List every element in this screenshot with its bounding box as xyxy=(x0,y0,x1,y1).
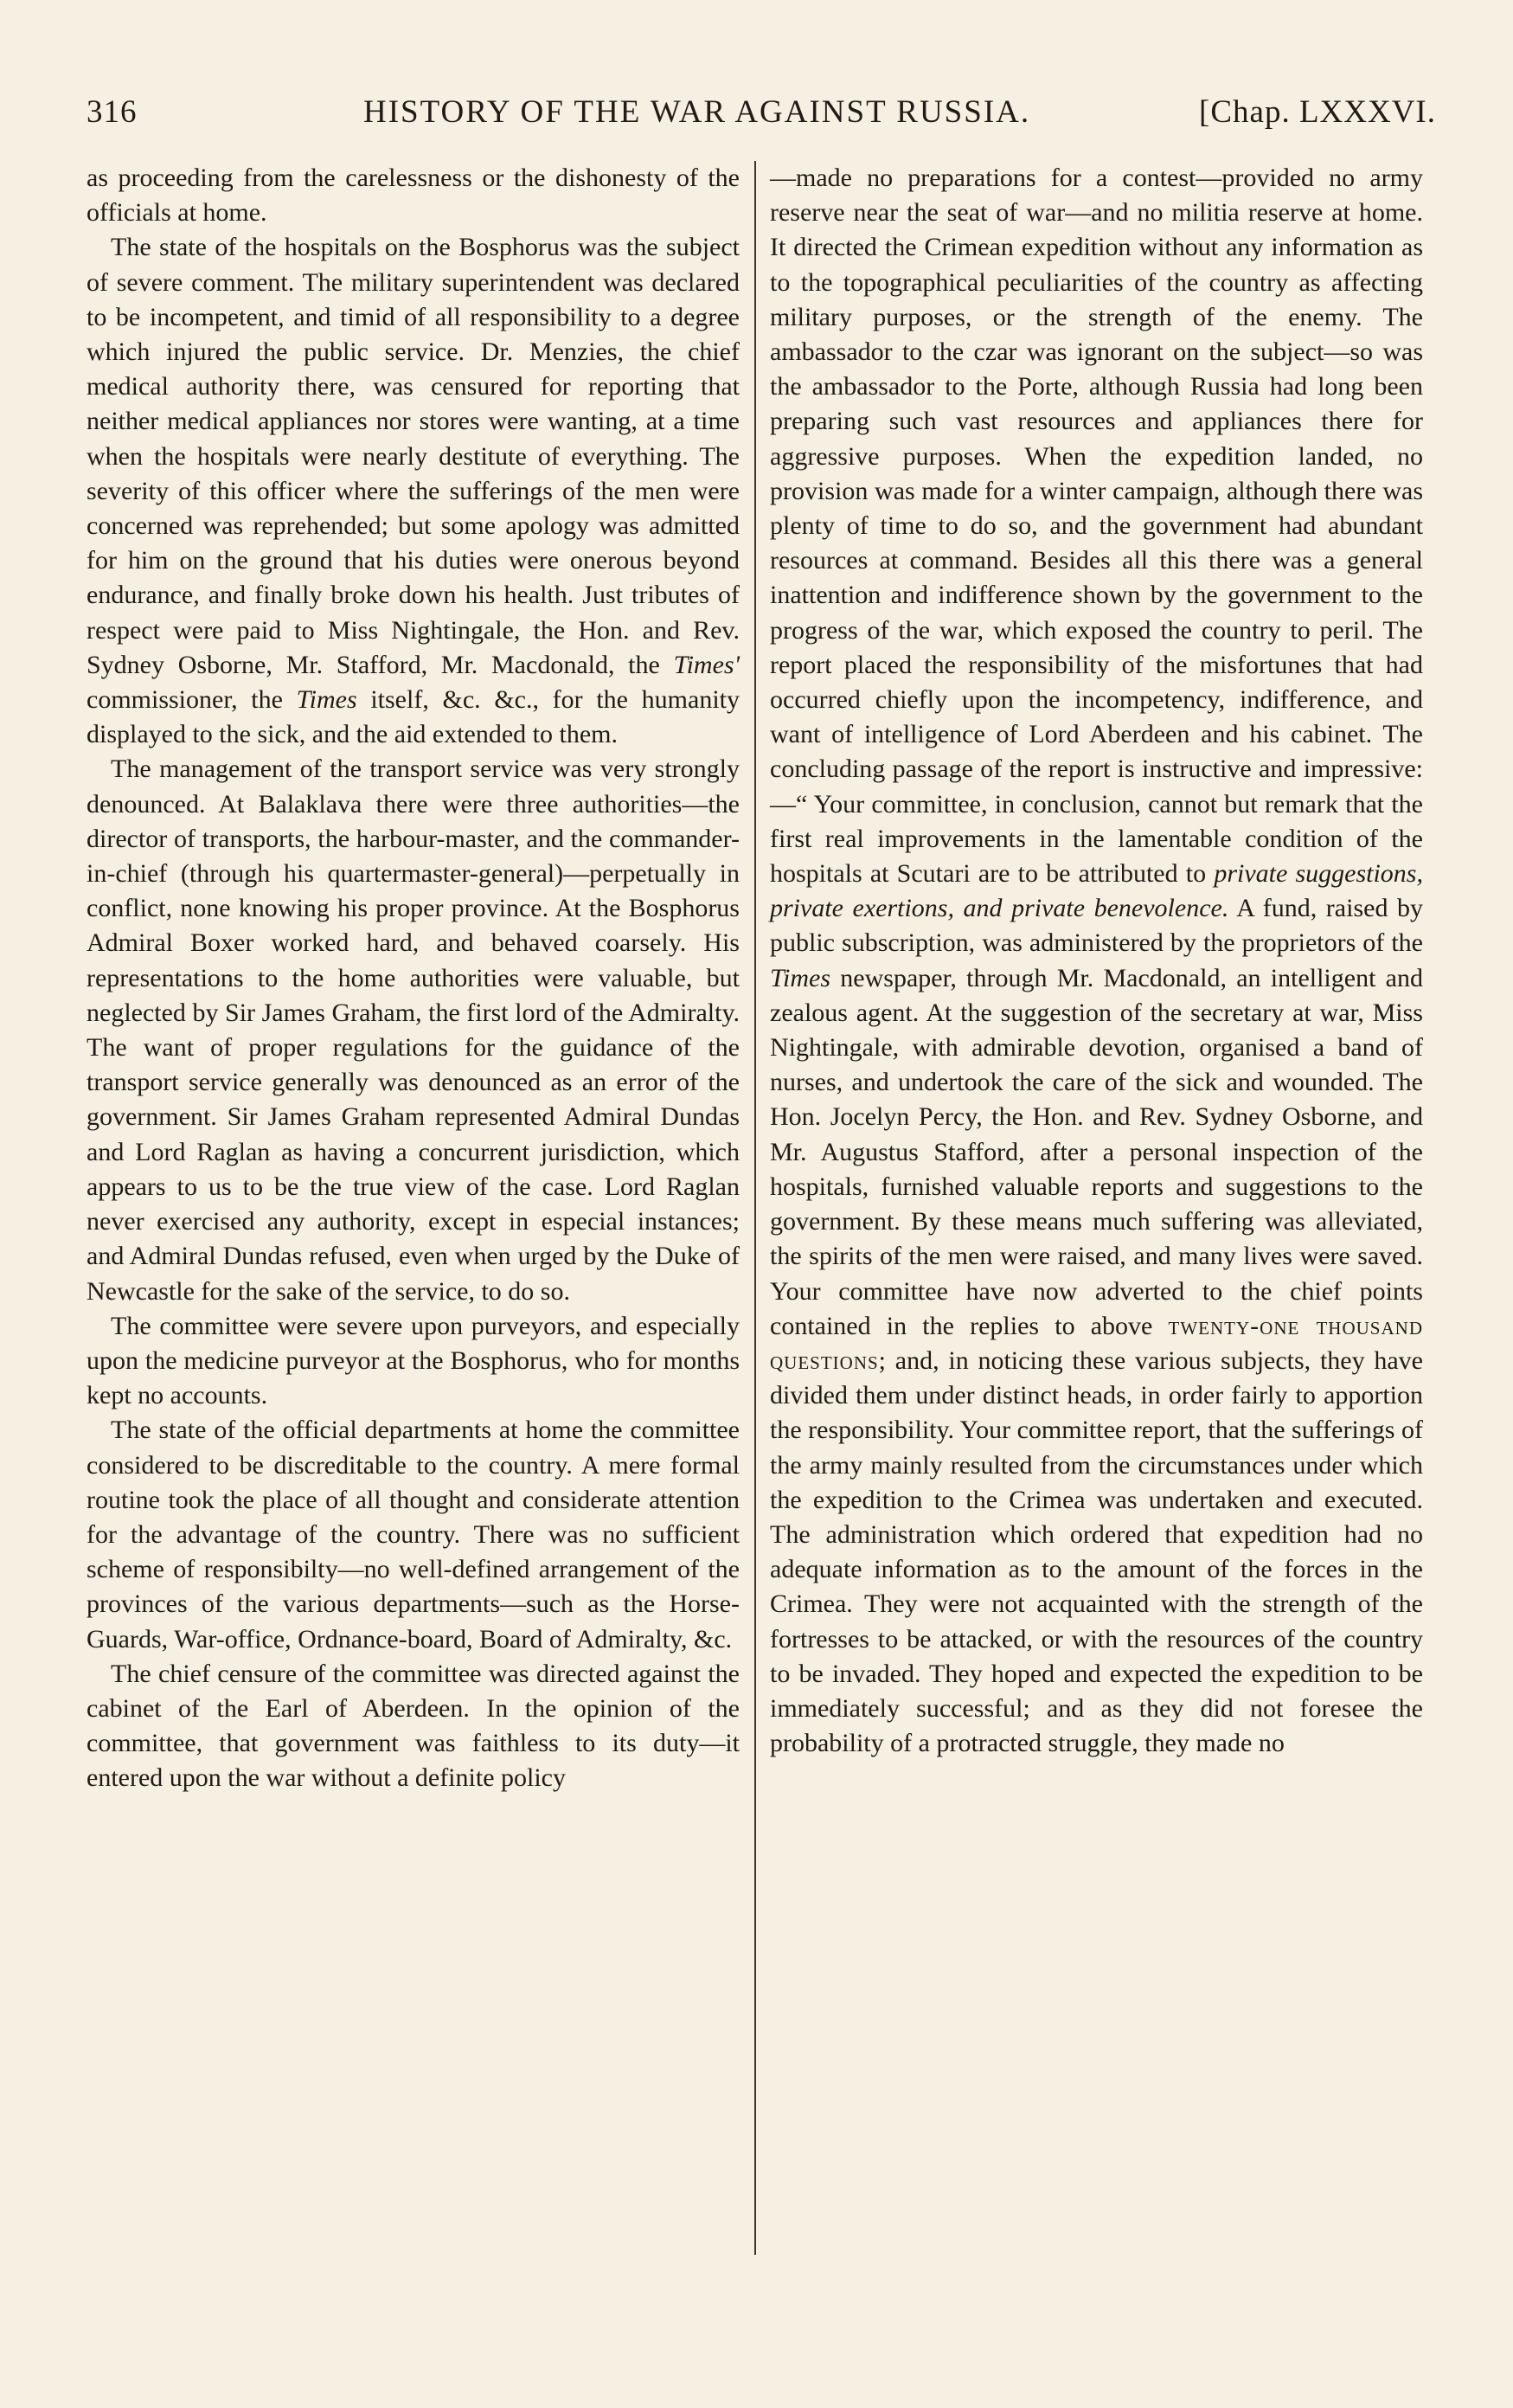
running-title: HISTORY OF THE WAR AGAINST RUSSIA. xyxy=(363,94,1031,130)
paragraph: The committee were severe upon purveyors, and especially upon the medicine purveyor at the Bosphorus, who for months kept no accounts. xyxy=(87,1311,740,1410)
times-reference: Times xyxy=(770,963,831,992)
chapter-reference: [Chap. LXXXVI. xyxy=(1199,94,1436,130)
emphasis-text: private suggestions, private exertions, and private benevolence. xyxy=(770,859,1423,923)
paragraph-text: itself, &c. &c., for the humanity displayed to the sick, and the aid extended to them. xyxy=(87,685,740,749)
paragraph-text: A fund, raised by public subscription, was administered by the proprietors of the xyxy=(770,894,1423,958)
page-header xyxy=(87,87,1436,138)
paragraph: The state of the official departments at home the committee considered to be discreditable to the country. A mere formal routine took the place of all thought and considerate attention for the advantage of the country. There was no sufficient scheme of responsibilty—no well-defined arrangement of the provinces of the various departments—such as the Horse-Guards, War-office, Ordnance-board, Board of Admiralty, &c. xyxy=(87,1416,740,1653)
paragraph: The chief censure of the committee was directed against the cabinet of the Earl of Aberdeen. In the opinion of the committee, that government was faithless to its duty—it entered upon the war without a definite policy xyxy=(87,1659,740,1793)
left-column xyxy=(87,161,740,1796)
paragraph: The management of the transport service was very strongly denounced. At Balaklava there were three authorities—the director of transports, the harbour-master, and the commander-in-chief (through his quartermaster-general)—perpetually in conflict, none knowing his proper province. At the Bosphorus Admiral Boxer worked hard, and behaved coarsely. His representations to the home authorities were valuable, but neglected by Sir James Graham, the first lord of the Admiralty. The want of proper regulations for the guidance of the transport service generally was denounced as an error of the government. Sir James Graham represented Admiral Dundas and Lord Raglan as having a concurrent jurisdiction, which appears to us to be the true view of the case. Lord Raglan never exercised any authority, except in especial instances; and Admiral Dundas refused, even when urged by the Duke of Newcastle for the sake of the service, to do so. xyxy=(87,755,740,1306)
paragraph-text: —made no preparations for a contest—provided no army reserve near the seat of war—and no militia reserve at home. It directed the Crimean expedition without any information as to the topographical peculiarities of the country as affecting military purposes, or the strength of the enemy. The ambassador to the czar was ignorant on the subject—so was the ambassador to the Porte, although Russia had long been preparing such vast resources and appliances there for aggressive purposes. When the expedition landed, no provision was made for a winter campaign, although there was plenty of time to do so, and the government had abundant resources at command. Besides all this there was a general inattention and indifference shown by the government to the progress of the war, which exposed the country to peril. The report placed the responsibility of the misfortunes that had occurred chiefly upon the incompetency, indifference, and want of intelligence of Lord Aberdeen and his cabinet. The concluding passage of the report is instructive and impressive:—“ Your committee, in conclusion, cannot but remark that the first real improvements in the lamentable condition of the hospitals at Scutari are to be attributed to xyxy=(770,164,1423,889)
page-number: 316 xyxy=(87,94,138,130)
times-reference: Times' xyxy=(673,650,740,679)
right-column xyxy=(770,161,1423,1761)
paragraph-text: newspaper, through Mr. Macdonald, an intelligent and zealous agent. At the suggestion of the secretary at war, Miss Nightingale, with admirable devotion, organised a band of nurses, and undertook the care of the sick and wounded. The Hon. Jocelyn Percy, the Hon. and Rev. Sydney Osborne, and Mr. Augustus Stafford, after a personal inspection of the hospitals, furnished valuable reports and suggestions to the government. By these means much suffering was alleviated, the spirits of the men were raised, and many lives were saved. Your committee have now adverted to the chief points contained in the replies to above xyxy=(770,963,1423,1340)
smallcaps-text: twenty-one thousand questions xyxy=(770,1311,1423,1375)
paragraph-text: The state of the hospitals on the Bosphorus was the subject of severe comment. The military superintendent was declared to be incompetent, and timid of all responsibility to a degree which injured the public service. Dr. Menzies, the chief medical authority there, was censured for reporting that neither medical appliances nor stores were wanting, at a time when the hospitals were nearly destitute of everything. The severity of this officer where the sufferings of the men were concerned was reprehended; but some apology was admitted for him on the ground that his duties were onerous beyond endurance, and finally broke down his health. Just tributes of respect were paid to Miss Nightingale, the Hon. and Rev. Sydney Osborne, Mr. Stafford, Mr. Macdonald, the xyxy=(87,233,740,679)
paragraph-text: ; and, in noticing these various subjects, they have divided them under distinct heads, in order fairly to apportion the responsibility. Your committee report, that the sufferings of the army mainly resulted from the circumstances under which the expedition to the Crimea was undertaken and executed. The administration which ordered that expedition had no adequate information as to the amount of the forces in the Crimea. They were not acquainted with the strength of the fortresses to be attacked, or with the resources of the country to be invaded. They hoped and expected the expedition to be immediately successful; and as they did not foresee the probability of a protracted struggle, they made no xyxy=(770,1345,1423,1758)
column-divider xyxy=(754,161,756,2255)
paragraph: as proceeding from the carelessness or the dishonesty of the officials at home. xyxy=(87,164,740,228)
paragraph xyxy=(87,230,740,752)
paragraph-text: commissioner, the xyxy=(87,685,297,715)
paragraph xyxy=(770,161,1423,1761)
times-reference: Times xyxy=(296,685,357,715)
